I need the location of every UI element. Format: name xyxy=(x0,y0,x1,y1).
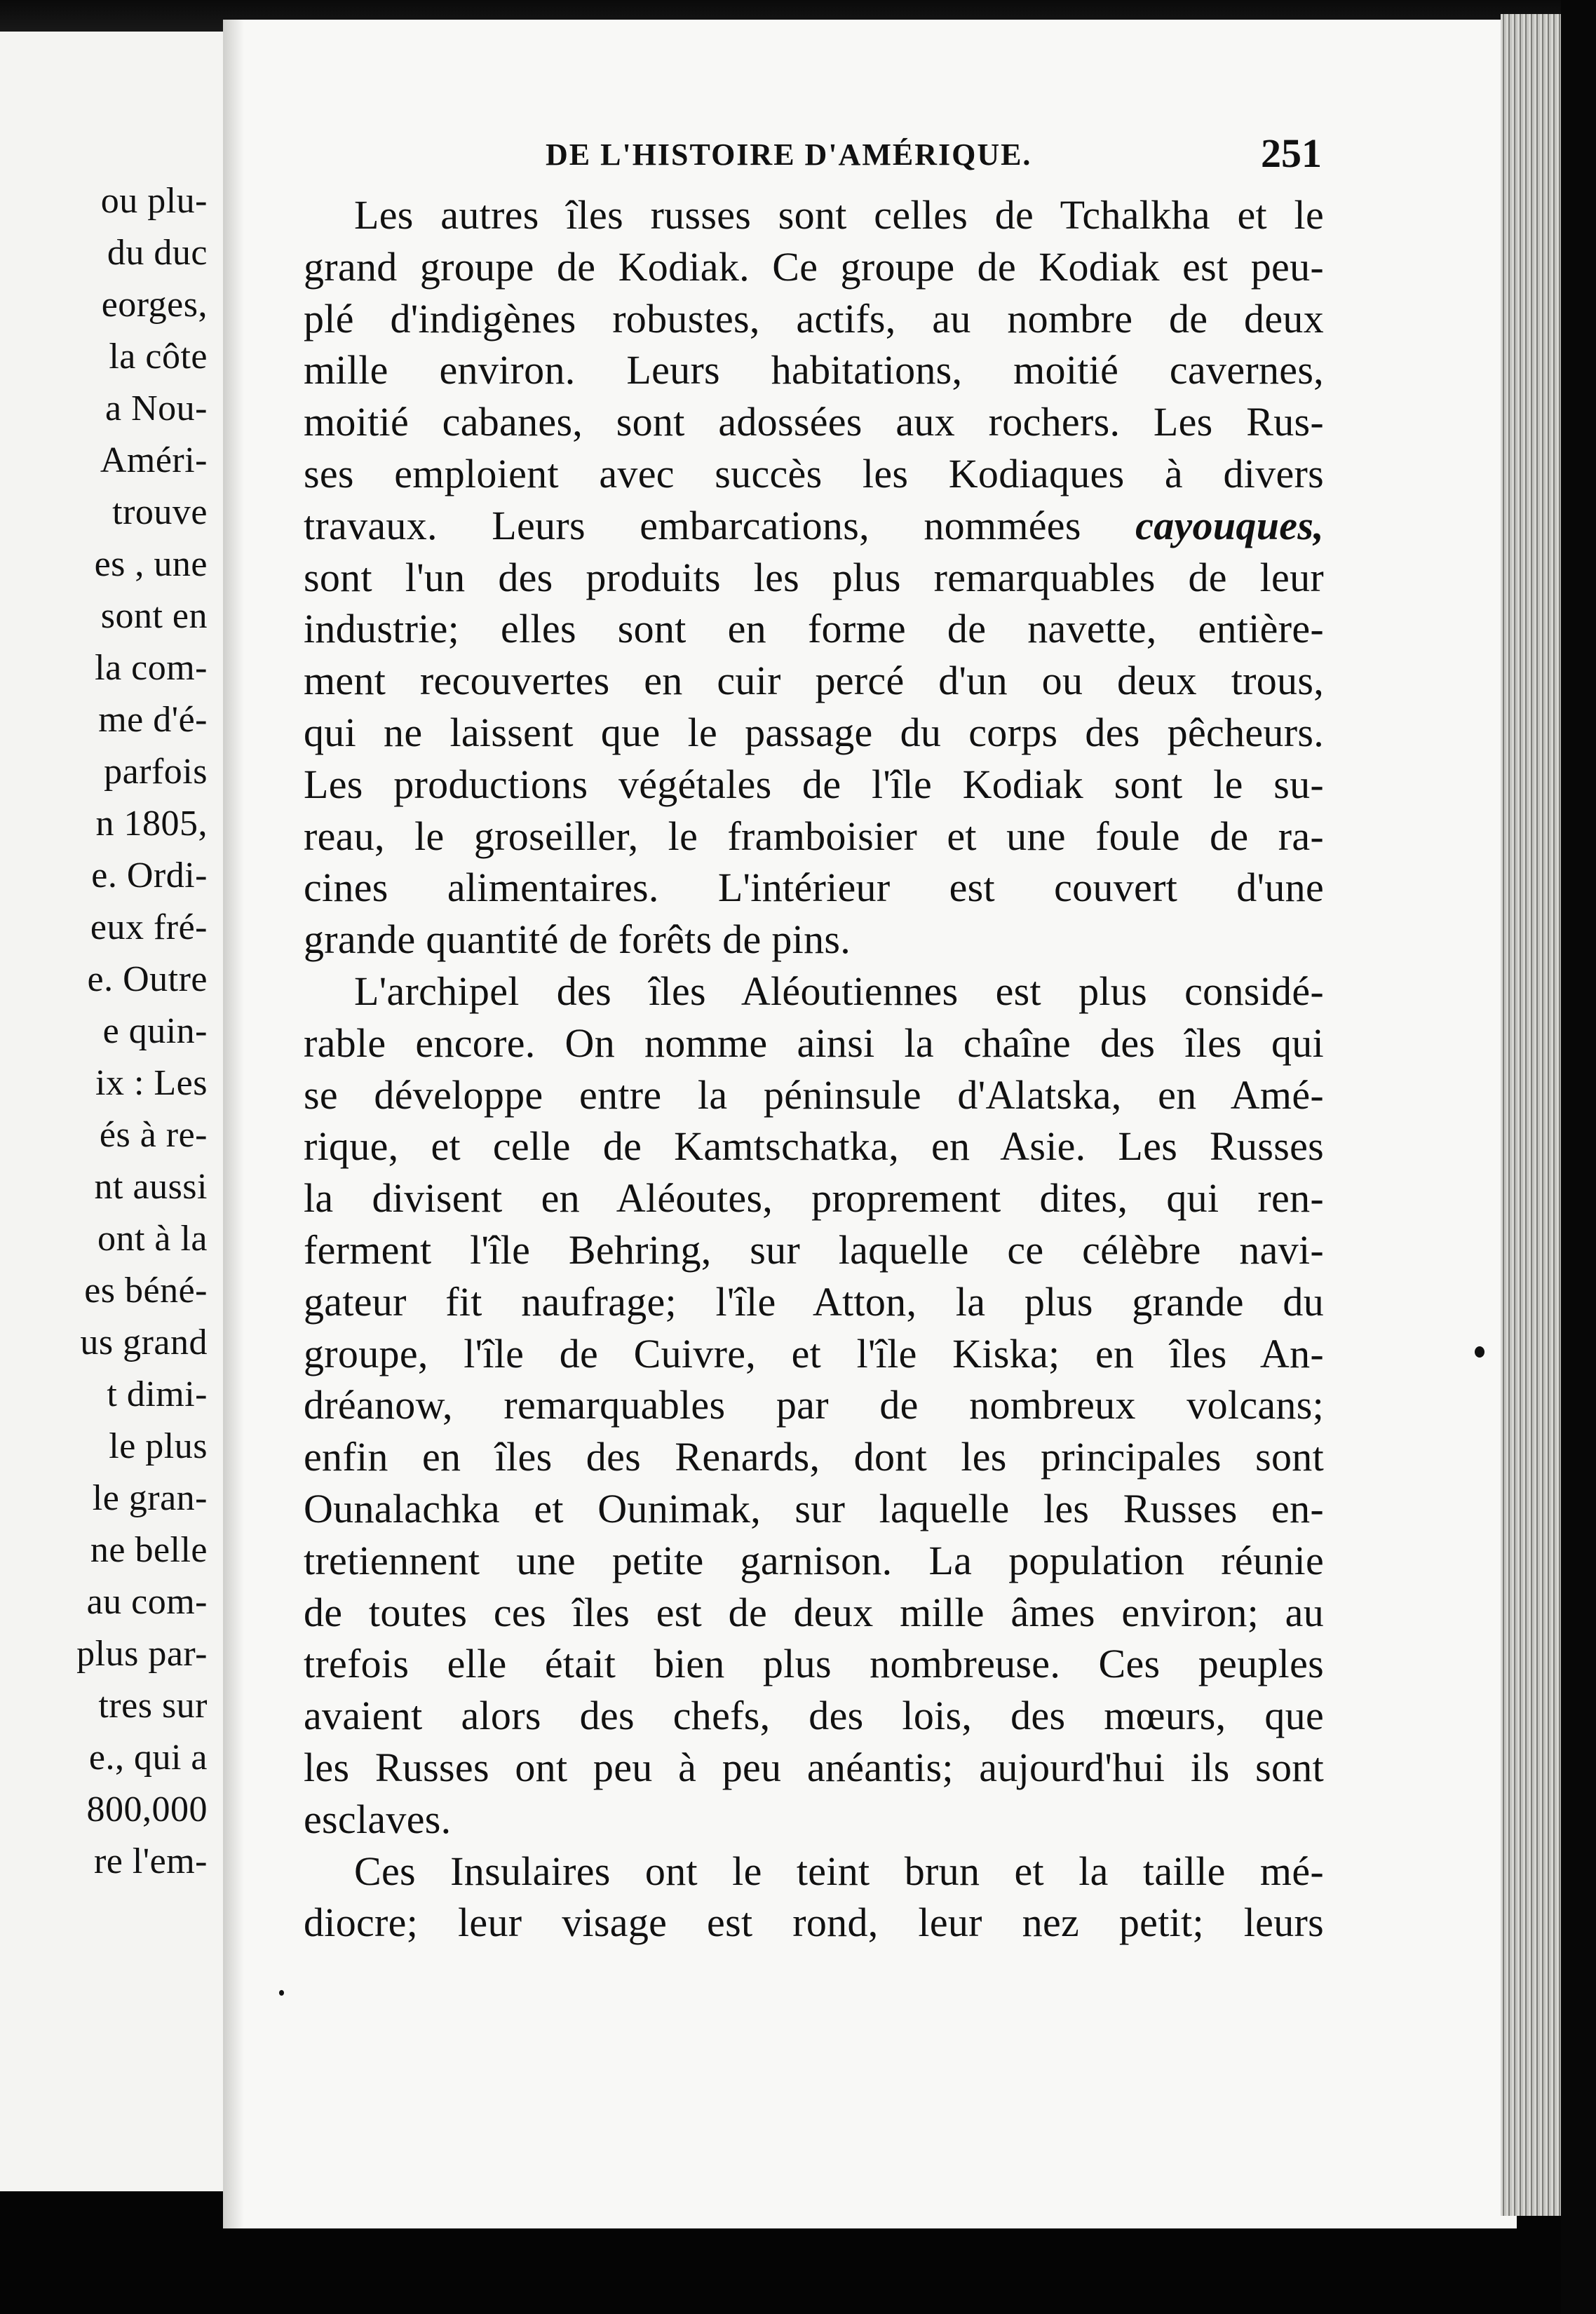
left-line: ont à la xyxy=(97,1219,208,1259)
text-line: avaient alors des chefs, des lois, des mœurs, que xyxy=(304,1693,1324,1739)
text-line: qui ne laissent que le passage du corps des pêcheurs. xyxy=(304,709,1324,755)
text-line: reau, le groseiller, le framboisier et une foule de ra- xyxy=(304,813,1324,859)
ink-speck xyxy=(279,1990,284,1996)
body-text xyxy=(304,189,1324,1949)
text-line: Ces Insulaires ont le teint brun et la taille mé- xyxy=(354,1848,1324,1894)
gutter-shadow xyxy=(223,20,244,2228)
ink-speck xyxy=(1475,1346,1485,1358)
text-line: ferment l'île Behring, sur laquelle ce célèbre navi- xyxy=(304,1226,1324,1273)
left-line: au com- xyxy=(86,1582,208,1622)
left-line: nt aussi xyxy=(94,1167,208,1207)
scan-border-right xyxy=(1561,0,1596,2314)
text-line: trefois elle était bien plus nombreuse. Ces peuples xyxy=(304,1641,1324,1687)
left-line: le plus xyxy=(109,1426,208,1466)
left-page-fragment xyxy=(0,32,227,2191)
text-line: tretiennent une petite garnison. La population réunie xyxy=(304,1537,1324,1583)
left-line: e. Ordi- xyxy=(91,855,208,895)
left-line: la com- xyxy=(95,648,208,688)
text-line: Les autres îles russes sont celles de Tchalkha et le xyxy=(354,192,1324,238)
left-line: e., qui a xyxy=(88,1738,208,1778)
text-line: groupe, l'île de Cuivre, et l'île Kiska; en îles An- xyxy=(304,1330,1324,1376)
left-line: ix : Les xyxy=(95,1063,208,1103)
page-header xyxy=(323,130,1322,186)
text-line: dréanow, remarquables par de nombreux volcans; xyxy=(304,1382,1324,1428)
left-line: du duc xyxy=(107,233,208,273)
left-line: sont en xyxy=(100,596,208,636)
text-line: la divisent en Aléoutes, proprement dites, qui ren- xyxy=(304,1175,1324,1222)
left-line: 800,000 xyxy=(86,1789,208,1829)
text-line: cines alimentaires. L'intérieur est couvert d'une xyxy=(304,865,1324,911)
left-line: es béné- xyxy=(84,1271,208,1311)
left-line: le gran- xyxy=(92,1478,208,1518)
text-line: ment recouvertes en cuir percé d'un ou deux trous, xyxy=(304,658,1324,704)
left-line: la côte xyxy=(109,337,208,377)
text-line: sont l'un des produits les plus remarquables de leur xyxy=(304,554,1324,600)
italic-term: cayouques, xyxy=(1135,502,1324,548)
text-line: mille environ. Leurs habitations, moitié cavernes, xyxy=(304,347,1324,393)
text-line: gateur fit naufrage; l'île Atton, la plus grande du xyxy=(304,1278,1324,1325)
text-line: industrie; elles sont en forme de navette, entière- xyxy=(304,606,1324,652)
left-line: és à re- xyxy=(99,1115,208,1155)
text-line: enfin en îles des Renards, dont les principales sont xyxy=(304,1434,1324,1480)
left-line: e quin- xyxy=(102,1011,208,1051)
left-line: plus par- xyxy=(76,1634,208,1674)
text-line: moitié cabanes, sont adossées aux rochers. Les Rus- xyxy=(304,399,1324,445)
text-line-part: travaux. Leurs embarcations, nommées xyxy=(304,502,1081,548)
text-line: se développe entre la péninsule d'Alatska, en Amé- xyxy=(304,1071,1324,1118)
left-line: ou plu- xyxy=(100,181,208,221)
left-line: Améri- xyxy=(100,440,208,480)
text-line: diocre; leur visage est rond, leur nez petit; leurs xyxy=(304,1900,1324,1946)
text-line: plé d'indigènes robustes, actifs, au nombre de deux xyxy=(304,295,1324,341)
left-line: a Nou- xyxy=(105,388,208,428)
left-line: eux fré- xyxy=(90,907,208,947)
left-line: t dimi- xyxy=(107,1374,208,1414)
text-line: les Russes ont peu à peu anéantis; aujourd'hui ils sont xyxy=(304,1744,1324,1790)
running-head: DE L'HISTOIRE D'AMÉRIQUE. xyxy=(546,137,1032,172)
text-line: esclaves. xyxy=(304,1796,452,1842)
text-line: Ounalachka et Ounimak, sur laquelle les Russes en- xyxy=(304,1485,1324,1531)
left-line: ne belle xyxy=(90,1530,208,1570)
text-line: L'archipel des îles Aléoutiennes est plus considé- xyxy=(354,968,1324,1014)
page-fore-edge xyxy=(1501,14,1561,2216)
text-line: Les productions végétales de l'île Kodiak sont le su- xyxy=(304,761,1324,807)
left-line: n 1805, xyxy=(95,804,208,844)
text-line: grande quantité de forêts de pins. xyxy=(304,916,851,963)
left-line: eorges, xyxy=(101,285,208,325)
left-line: trouve xyxy=(112,492,208,532)
text-line xyxy=(304,500,1324,552)
left-page-text xyxy=(0,175,208,1888)
page-number: 251 xyxy=(1261,130,1322,176)
left-line: e. Outre xyxy=(87,959,208,999)
text-line: rable encore. On nomme ainsi la chaîne des îles qui xyxy=(304,1020,1324,1066)
left-line: es , une xyxy=(94,544,208,584)
left-line: parfois xyxy=(104,752,208,792)
left-line: re l'em- xyxy=(93,1841,208,1881)
text-line: rique, et celle de Kamtschatka, en Asie. Les Russes xyxy=(304,1123,1324,1170)
text-line: de toutes ces îles est de deux mille âmes environ; au xyxy=(304,1589,1324,1635)
text-line: ses emploient avec succès les Kodiaques à divers xyxy=(304,450,1324,496)
left-line: me d'é- xyxy=(98,700,208,740)
left-line: tres sur xyxy=(98,1686,208,1726)
text-line: grand groupe de Kodiak. Ce groupe de Kodiak est peu- xyxy=(304,243,1324,290)
left-line: us grand xyxy=(80,1322,208,1362)
